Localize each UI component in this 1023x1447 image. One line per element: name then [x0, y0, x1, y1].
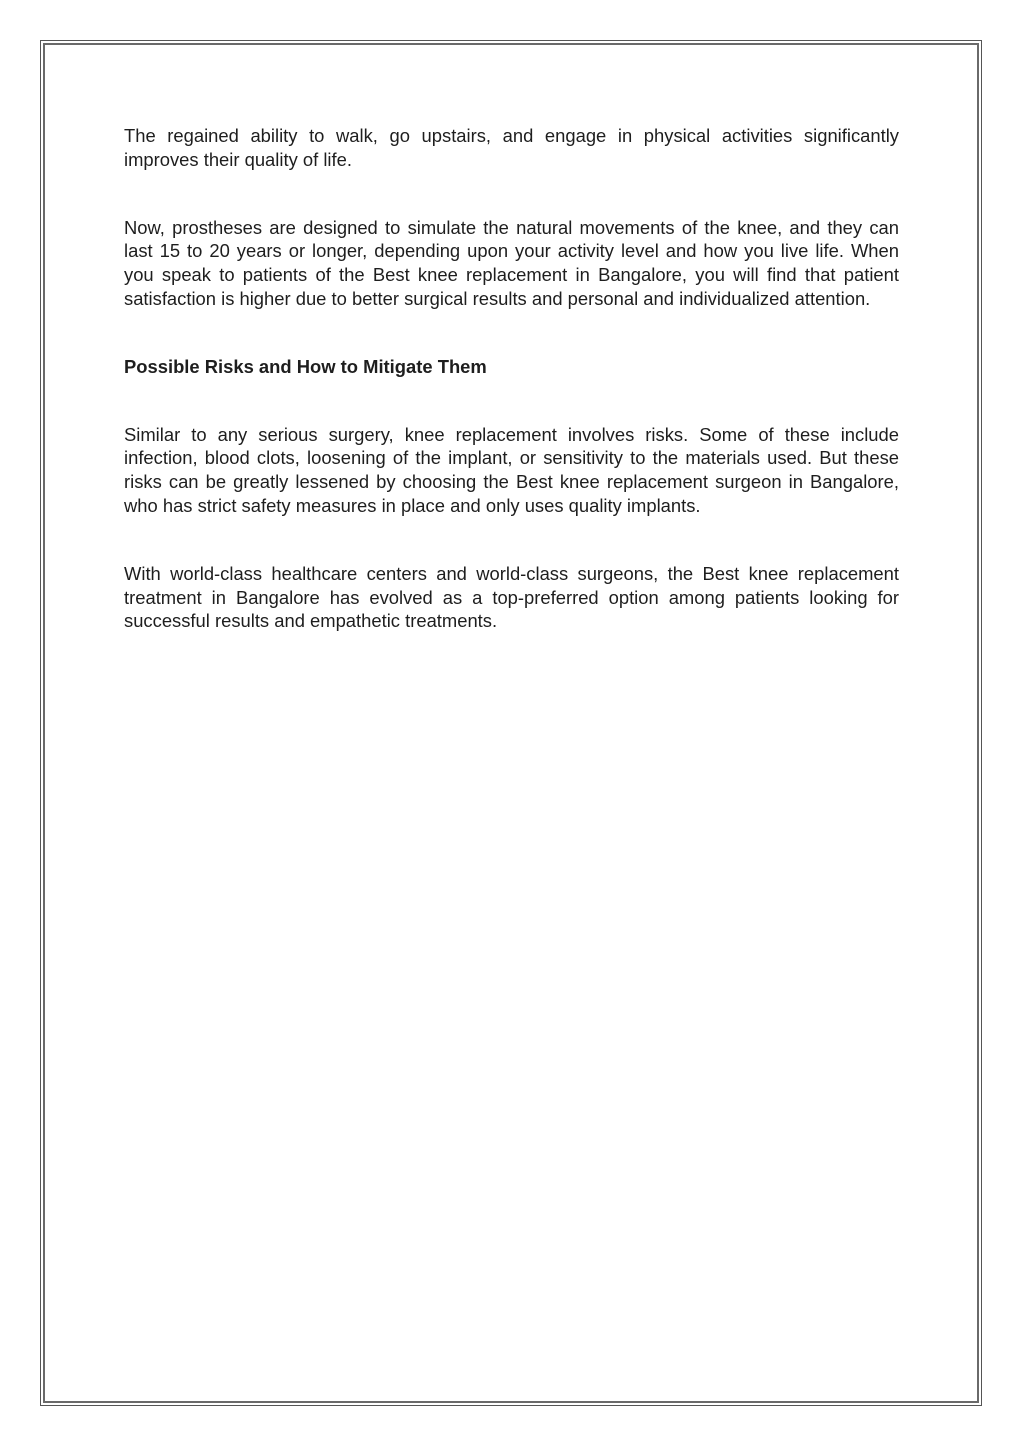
document-body	[124, 124, 899, 633]
section-heading-risks: Possible Risks and How to Mitigate Them	[124, 355, 487, 377]
paragraph-conclusion: With world-class healthcare centers and world-class surgeons, the Best knee replacement treatment in Bangalore has evolved as a top-preferred option among patients looking for successful results and empathetic treatments.	[124, 562, 899, 632]
paragraph-risks: Similar to any serious surgery, knee replacement involves risks. Some of these include infection, blood clots, loosening of the implant, or sensitivity to the materials used. But these risks can be greatly lessened by choosing the Best knee replacement surgeon in Bangalore, who has strict safety measures in place and only uses quality implants.	[124, 423, 899, 516]
paragraph-quality-of-life: The regained ability to walk, go upstairs, and engage in physical activities significantly improves their quality of life.	[124, 125, 899, 170]
paragraph-prostheses: Now, prostheses are designed to simulate the natural movements of the knee, and they can last 15 to 20 years or longer, depending upon your activity level and how you live life. When you speak to patients of the Best knee replacement in Bangalore, you will find that patient satisfaction is higher due to better surgical results and personal and individualized attention.	[124, 216, 899, 309]
